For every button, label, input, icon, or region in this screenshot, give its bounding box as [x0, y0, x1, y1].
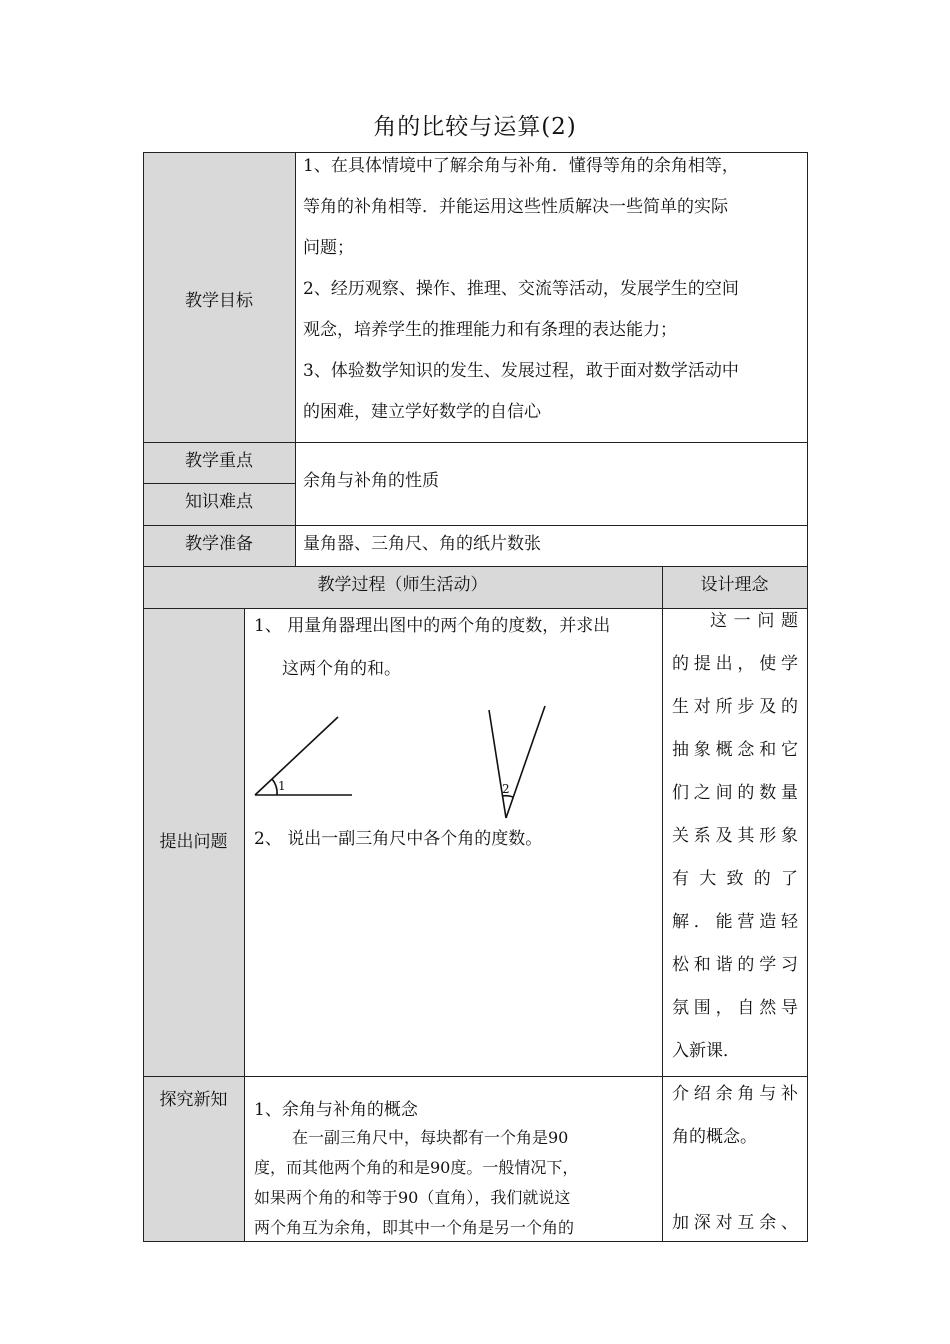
table-border	[143, 483, 295, 484]
design-note-line: 入新课．	[672, 1041, 740, 1061]
design-note-line: 加深对互余、	[672, 1213, 798, 1233]
objective-line: 1、在具体情境中了解余角与补角．懂得等角的余角相等，	[303, 156, 739, 176]
table-border	[662, 566, 663, 1242]
design-note-line: 这一问题	[710, 611, 798, 631]
table-border	[143, 566, 808, 567]
process-header-right: 设计理念	[700, 575, 769, 595]
table-border	[807, 152, 808, 1242]
objective-line: 的困难，建立学好数学的自信心	[303, 402, 541, 422]
design-note-line: 的提出，使学	[672, 654, 798, 674]
difficulty-label: 知识难点	[185, 492, 253, 512]
question-2: 2、 说出一副三角尺中各个角的度数。	[254, 829, 543, 849]
difficulty-content: 余角与补角的性质	[303, 471, 439, 491]
angle-2-label: 2	[502, 782, 510, 796]
angle-figures	[250, 700, 570, 825]
paragraph-line: 度，而其他两个角的和是90度。一般情况下，	[254, 1158, 579, 1177]
design-note-line: 们之间的数量	[672, 783, 798, 803]
design-note-line: 解．能营造轻	[672, 912, 798, 932]
objectives-label: 教学目标	[185, 291, 253, 311]
objective-line: 问题；	[303, 238, 354, 258]
angle-2-figure	[489, 706, 545, 818]
angle-1-figure	[255, 717, 352, 795]
design-note-line	[672, 1159, 798, 1202]
table-border	[295, 152, 296, 566]
explore-label: 探究新知	[159, 1090, 228, 1110]
paragraph-line: 两个角互为余角，即其中一个角是另一个角的	[254, 1218, 575, 1237]
design-note-line: 角的概念。	[672, 1127, 757, 1147]
table-border	[244, 608, 245, 1242]
objective-line: 2、经历观察、操作、推理、交流等活动，发展学生的空间	[303, 279, 739, 299]
design-note-line: 生对所步及的	[672, 697, 798, 717]
objective-line: 观念，培养学生的推理能力和有条理的表达能力；	[303, 320, 677, 340]
question-1-line-1: 1、 用量角器理出图中的两个角的度数，并求出	[254, 616, 611, 636]
objectives-content	[303, 146, 801, 433]
preparation-content: 量角器、三角尺、角的纸片数张	[303, 534, 541, 554]
process-header-left: 教学过程（师生活动）	[317, 575, 488, 595]
design-note-line: 关系及其形象	[672, 826, 798, 846]
raise-question-label: 提出问题	[159, 832, 228, 852]
explore-design-notes	[672, 1073, 798, 1245]
design-note-line: 介绍余角与补	[672, 1084, 798, 1104]
table-border	[143, 152, 144, 1242]
raise-question-design-notes	[672, 600, 798, 1073]
angle-1-label: 1	[278, 779, 286, 793]
preparation-label: 教学准备	[185, 534, 253, 554]
table-border	[143, 525, 808, 526]
paragraph-line: 在一副三角尺中，每块都有一个角是90	[292, 1128, 569, 1147]
design-note-line: 氛围，自然导	[672, 998, 798, 1018]
explore-heading: 1、余角与补角的概念	[254, 1100, 418, 1120]
design-note-line: 有大致的了	[672, 869, 798, 889]
table-border	[143, 442, 808, 443]
paragraph-line: 如果两个角的和等于90（直角），我们就说这	[254, 1188, 571, 1207]
page-title: 角的比较与运算(2)	[373, 114, 577, 140]
objective-line: 等角的补角相等．并能运用这些性质解决一些简单的实际	[303, 197, 728, 217]
design-note-line: 松和谐的学习	[672, 955, 798, 975]
explore-paragraph	[254, 1123, 654, 1243]
label-cell-bg	[143, 608, 244, 1242]
objective-line: 3、体验数学知识的发生、发展过程，敢于面对数学活动中	[303, 361, 739, 381]
key-point-label: 教学重点	[185, 451, 253, 471]
question-1-line-2: 这两个角的和。	[282, 659, 401, 679]
design-note-line: 抽象概念和它	[672, 740, 798, 760]
